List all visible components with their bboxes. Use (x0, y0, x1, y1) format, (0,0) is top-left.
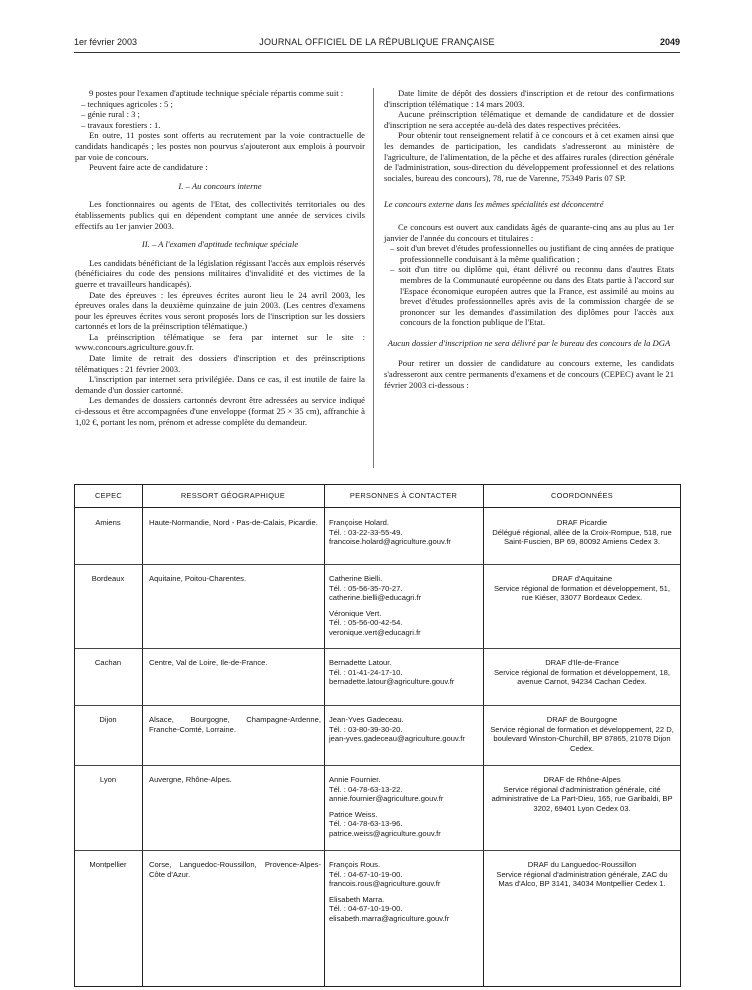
paragraph: La préinscription télématique se fera par internet sur le site : www.concours.agriculture.gouv.fr. (75, 331, 365, 353)
contact-phone: Tél. : 04-67-10-19-00. (329, 904, 403, 914)
contact-name: Annie Fournier. (329, 775, 381, 784)
contact-email: francoise.holard@agriculture.gouv.fr (329, 537, 451, 547)
list-item: – soit d'un titre ou diplôme qui, étant délivré ou reconnu dans d'autres Etats membres de la Communauté européenne ou dans des Etats partie à l'accord sur l'Espace économique européen autres que la France, est assimilé au moins au brevet d'études professionnelles après avis de la commission chargée de se prononcer sur les demandes d'assimilation des diplômes pour l'accès aux concours de la fonction publique de l'Etat. (390, 264, 674, 328)
contact (329, 715, 479, 744)
ressort-cell: Haute-Normandie, Nord - Pas-de-Calais, Picardie. (149, 518, 318, 527)
contact (329, 775, 479, 804)
contact-name: Véronique Vert. (329, 608, 382, 618)
contacts-cell (329, 574, 479, 644)
ressort-cell: Auvergne, Rhône-Alpes. (149, 775, 232, 784)
contact (329, 895, 479, 924)
contact-phone: Tél. : 03-80-39-30-20. (329, 724, 403, 734)
coordonnees-cell (489, 574, 675, 603)
contact (329, 609, 479, 638)
ressort-cell: Alsace, Bourgogne, Champagne-Ardenne, Franche-Comté, Lorraine. (149, 715, 321, 734)
header-contacts: PERSONNES À CONTACTER (349, 491, 458, 500)
table-row (75, 850, 680, 986)
cepec-cell: Montpellier (89, 860, 127, 869)
contact-phone: Tél. : 03-22-33-55-49. (329, 527, 403, 537)
paragraph: Date des épreuves : les épreuves écrites auront lieu le 24 avril 2003, les épreuves orales dans la deuxième quinzaine de juin 2003. (Les centres d'examens pour les épreuves écrites vous seront proposés lors de l'inscription sur les dossiers cartonnés et lors de la préinscription télématique.) (75, 289, 365, 332)
section-heading: II. – A l'examen d'aptitude technique spéciale (141, 239, 299, 250)
notice-heading: Aucun dossier d'inscription ne sera délivré par le bureau des concours de la DGA (387, 337, 671, 348)
contact-phone: Tél. : 01-41-24-17-10. (329, 667, 403, 677)
contacts-cell (329, 518, 479, 553)
list-item: – génie rural : 3 ; (81, 109, 140, 120)
ressort-cell: Centre, Val de Loire, Ile-de-France. (149, 658, 268, 667)
contact (329, 574, 479, 603)
coord-title: DRAF d'Aquitaine (551, 574, 613, 583)
table-row (75, 564, 680, 649)
right-column (384, 88, 674, 390)
contact-email: patrice.weiss@agriculture.gouv.fr (329, 828, 441, 838)
paragraph: 9 postes pour l'examen d'aptitude technique spéciale répartis comme suit : (89, 88, 344, 98)
contact-email: elisabeth.marra@agriculture.gouv.fr (329, 913, 450, 923)
header-cepec: CEPEC (95, 491, 122, 500)
cepec-cell: Amiens (95, 518, 121, 527)
contact-email: bernadette.latour@agriculture.gouv.fr (329, 677, 455, 687)
coord-address: Service régional de formation et développement, 51, rue Kiéser, 33077 Bordeaux Cedex. (493, 583, 671, 603)
table-row (75, 765, 680, 851)
page-header (74, 37, 680, 51)
table-row (75, 648, 680, 706)
header-date: 1er février 2003 (74, 37, 138, 47)
coord-address: Service régional de formation et développement, 22 D, boulevard Winston-Churchill, BP 87865, 21078 Dijon Cedex. (490, 724, 674, 753)
contact-phone: Tél. : 05-56-00-42-54. (329, 618, 403, 628)
contact-name: Patrice Weiss. (329, 809, 378, 819)
contact-phone: Tél. : 04-78-63-13-96. (329, 819, 403, 829)
table-header (75, 485, 680, 508)
paragraph: Pour obtenir tout renseignement relatif à ce concours et à cet examen ainsi que les demandes de participation, les candidats s'adresseront au ministère de l'agriculture, de l'alimentation, de la pêche et des affaires rurales (direction générale de l'administration, sous-direction du développement professionnel et des relations sociales, bureau des concours), 78, rue de Varenne, 75349 Paris 07 SP. (384, 130, 674, 183)
cepec-cell: Bordeaux (91, 574, 125, 583)
header-rule (74, 52, 680, 53)
column-divider (373, 88, 374, 468)
paragraph: Ce concours est ouvert aux candidats âgés de quarante-cinq ans au plus au 1er janvier de l'année du concours et titulaires : (384, 221, 674, 243)
paragraph: Les fonctionnaires ou agents de l'Etat, des collectivités territoriales ou des établissements publics qui en dépendent comptant une année de services civils effectifs au 1er janvier 2003. (75, 199, 365, 231)
contact-email: catherine.bielli@educagri.fr (329, 593, 422, 603)
coord-address: Service régional de formation et développement, 18, avenue Carnot, 94234 Cachan Cedex. (493, 667, 671, 687)
contact-email: annie.fournier@agriculture.gouv.fr (329, 794, 444, 804)
contacts-cell (329, 775, 479, 845)
left-column (75, 88, 365, 427)
contact-name: Elisabeth Marra. (329, 894, 385, 904)
paragraph: Les candidats bénéficiant de la législation régissant l'accès aux emplois réservés (bénéficiaires du code des pensions militaires d'invalidité et des victimes de la guerre et travailleurs handicapés). (75, 257, 365, 289)
coord-title: DRAF de Bourgogne (546, 715, 618, 724)
paragraph: Peuvent faire acte de candidature : (89, 162, 208, 173)
contact-name: Jean-Yves Gadeceau. (329, 715, 404, 724)
contact-email: francois.rous@agriculture.gouv.fr (329, 879, 441, 889)
contact-name: Bernadette Latour. (329, 658, 392, 667)
contacts-cell (329, 860, 479, 930)
contact (329, 810, 479, 839)
contact (329, 658, 479, 687)
coordonnees-cell (489, 775, 675, 813)
contact-phone: Tél. : 04-78-63-13-22. (329, 784, 403, 794)
ressort-cell: Aquitaine, Poitou-Charentes. (149, 574, 247, 583)
paragraph: Aucune préinscription télématique et demande de candidature et de dossier d'inscription ne sera acceptée au-delà des dates respectives précitées. (384, 109, 674, 130)
list-item: – soit d'un brevet d'études professionnelles ou justifiant de cinq années de pratique professionnelle conduisant à la même qualification ; (390, 243, 674, 264)
header-coordonnees: COORDONNÉES (550, 491, 614, 500)
coordonnees-cell (489, 715, 675, 753)
coordonnees-cell (489, 518, 675, 547)
table-row (75, 508, 680, 565)
contact-phone: Tél. : 04-67-10-19-00. (329, 869, 403, 879)
coordonnees-cell (489, 658, 675, 687)
contacts-cell (329, 658, 479, 693)
paragraph: En outre, 11 postes sont offerts au recrutement par la voie contractuelle de candidats handicapés ; les postes non pourvus s'ajouteront aux emplois à pourvoir par voie de concours. (75, 130, 365, 162)
table-row (75, 705, 680, 766)
contact-email: veronique.vert@educagri.fr (329, 627, 421, 637)
journal-title: JOURNAL OFFICIEL DE LA RÉPUBLIQUE FRANÇAISE (259, 37, 495, 47)
section-heading: Le concours externe dans les mêmes spécialités est déconcentré (384, 199, 604, 210)
coord-address: Service régional d'administration générale, cité administrative de La Part-Dieu, 165, rue Garibaldi, BP 3202, 69401 Lyon Cedex 03. (491, 784, 673, 813)
section-heading: I. – Au concours interne (178, 180, 262, 191)
page-number: 2049 (659, 37, 680, 47)
list-item: – techniques agricoles : 5 ; (81, 98, 173, 109)
ressort-cell: Corse, Languedoc-Roussillon, Provence-Alpes-Côte d'Azur. (149, 860, 321, 879)
paragraph: Les demandes de dossiers cartonnés devront être adressées au service indiqué ci-dessous et être accompagnées d'une enveloppe (format 25 × 35 cm), affranchie à 1,02 €, portant les nom, prénom et adresse complète du demandeur. (75, 395, 365, 427)
coord-title: DRAF de Rhône-Alpes (543, 775, 621, 784)
coord-title: DRAF du Languedoc-Roussillon (527, 860, 637, 869)
contact (329, 860, 479, 889)
coordonnees-cell (489, 860, 675, 889)
paragraph: L'inscription par internet sera privilégiée. Dans ce cas, il est inutile de faire la demande d'un dossier cartonné. (75, 374, 365, 395)
contact-name: Catherine Bielli. (329, 574, 383, 583)
contact-phone: Tél. : 05-56-35-70-27. (329, 583, 403, 593)
coord-address: Service régional d'administration générale, ZAC du Mas d'Alco, BP 3141, 34034 Montpellier Cedex 1. (496, 869, 668, 889)
list-item: – travaux forestiers : 1. (81, 119, 161, 130)
paragraph: Date limite de dépôt des dossiers d'inscription et de retour des confirmations d'inscription télématique : 14 mars 2003. (384, 88, 674, 109)
coord-title: DRAF Picardie (556, 518, 608, 527)
coord-address: Délégué régional, allée de la Croix-Rompue, 518, rue Saint-Fuscien, BP 69, 80092 Amiens Cedex 3. (492, 527, 672, 547)
contact-name: Françoise Holard. (329, 518, 389, 527)
header-ressort: RESSORT GÉOGRAPHIQUE (180, 491, 286, 500)
paragraph: Pour retirer un dossier de candidature au concours externe, les candidats s'adresseront aux centre permanents d'examens et de concours (CEPEC) avant le 21 février 2003 ci-dessous : (384, 358, 674, 390)
contact (329, 518, 479, 547)
paragraph: Date limite de retrait des dossiers d'inscription et des préinscriptions télématiques : 21 février 2003. (75, 353, 365, 374)
cepec-table (74, 484, 681, 987)
cepec-cell: Cachan (94, 658, 122, 667)
coord-title: DRAF d'Ile-de-France (545, 658, 619, 667)
contact-email: jean-yves.gadeceau@agriculture.gouv.fr (329, 734, 465, 744)
cepec-cell: Dijon (99, 715, 117, 724)
contacts-cell (329, 715, 479, 750)
contact-name: François Rous. (329, 860, 381, 869)
cepec-cell: Lyon (99, 775, 117, 784)
